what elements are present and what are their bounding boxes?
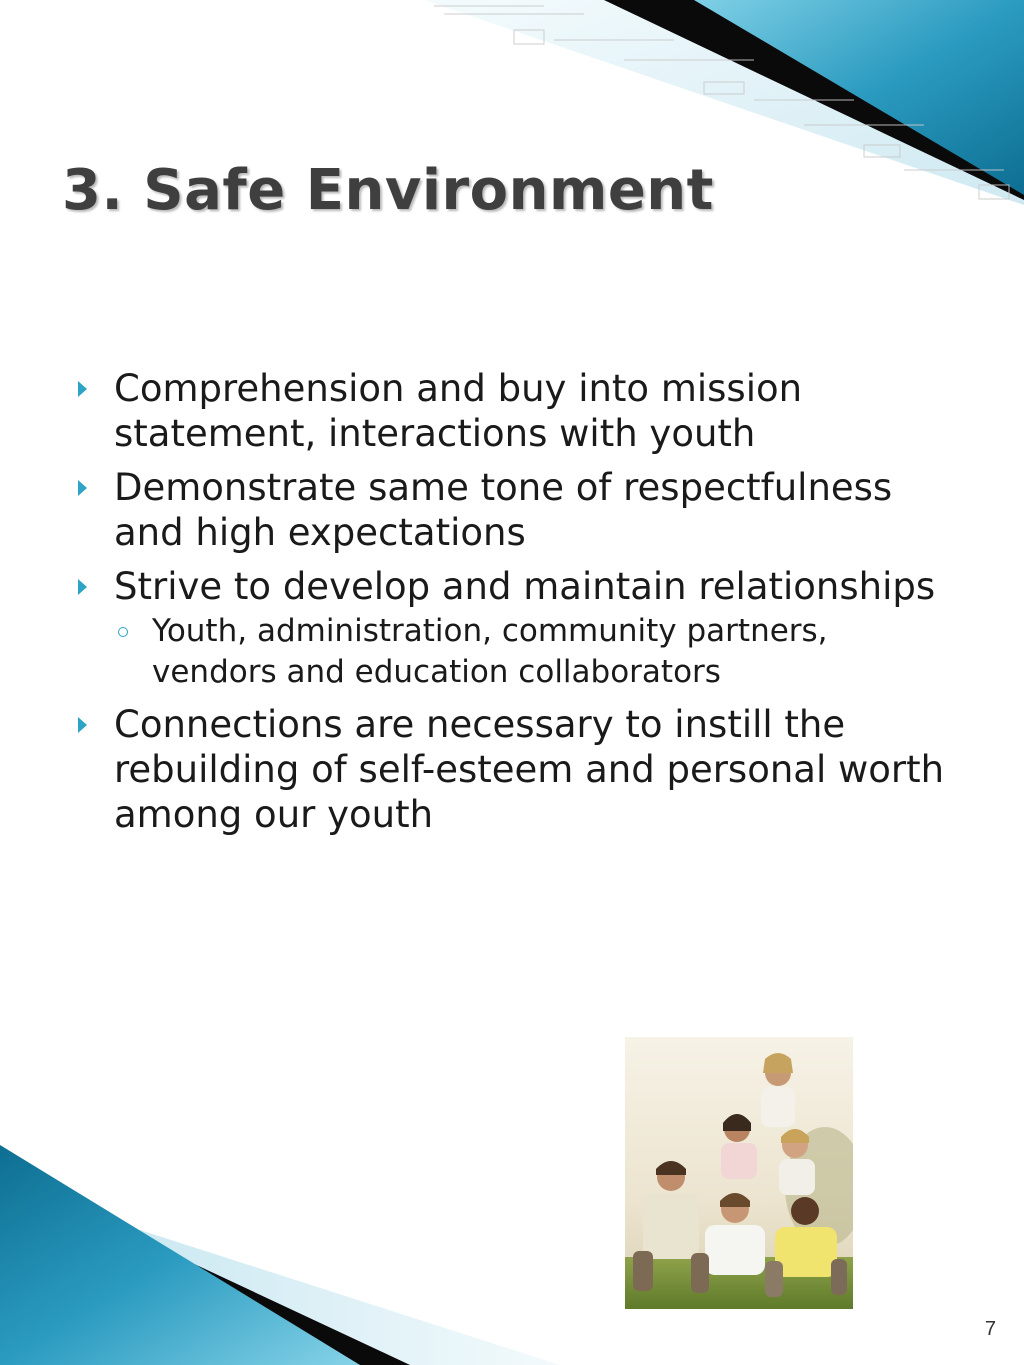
sub-bullet-line: vendors and education collaborators [152,654,721,690]
bullet-item [74,564,974,693]
youth-group-photo [625,1037,853,1309]
bullet-line: rebuilding of self-esteem and personal worth [114,748,945,791]
page-number: 7 [984,1318,996,1340]
bullet-item [74,366,974,456]
bullet-item [74,465,974,555]
bullet-line: Strive to develop and maintain relationships [114,565,936,608]
arrow-bullet-icon [78,717,87,733]
bullet-list [74,366,974,846]
bullet-line: Connections are necessary to instill the [114,703,846,746]
sub-bullet-line: Youth, administration, community partners, [152,613,828,649]
bullet-line: among our youth [114,793,434,836]
bullet-line: Demonstrate same tone of respectfulness [114,466,893,509]
slide-title: 3. Safe Environment [62,158,714,223]
bullet-item [74,702,974,837]
bullet-line: Comprehension and buy into mission [114,367,803,410]
bullet-line: statement, interactions with youth [114,412,756,455]
bottom-corner-decoration [0,1145,560,1365]
bullet-line: and high expectations [114,511,526,554]
ring-bullet-icon [118,627,128,637]
arrow-bullet-icon [78,381,87,397]
sub-bullet-list [114,611,974,693]
arrow-bullet-icon [78,579,87,595]
arrow-bullet-icon [78,480,87,496]
sub-bullet-item [114,611,974,693]
